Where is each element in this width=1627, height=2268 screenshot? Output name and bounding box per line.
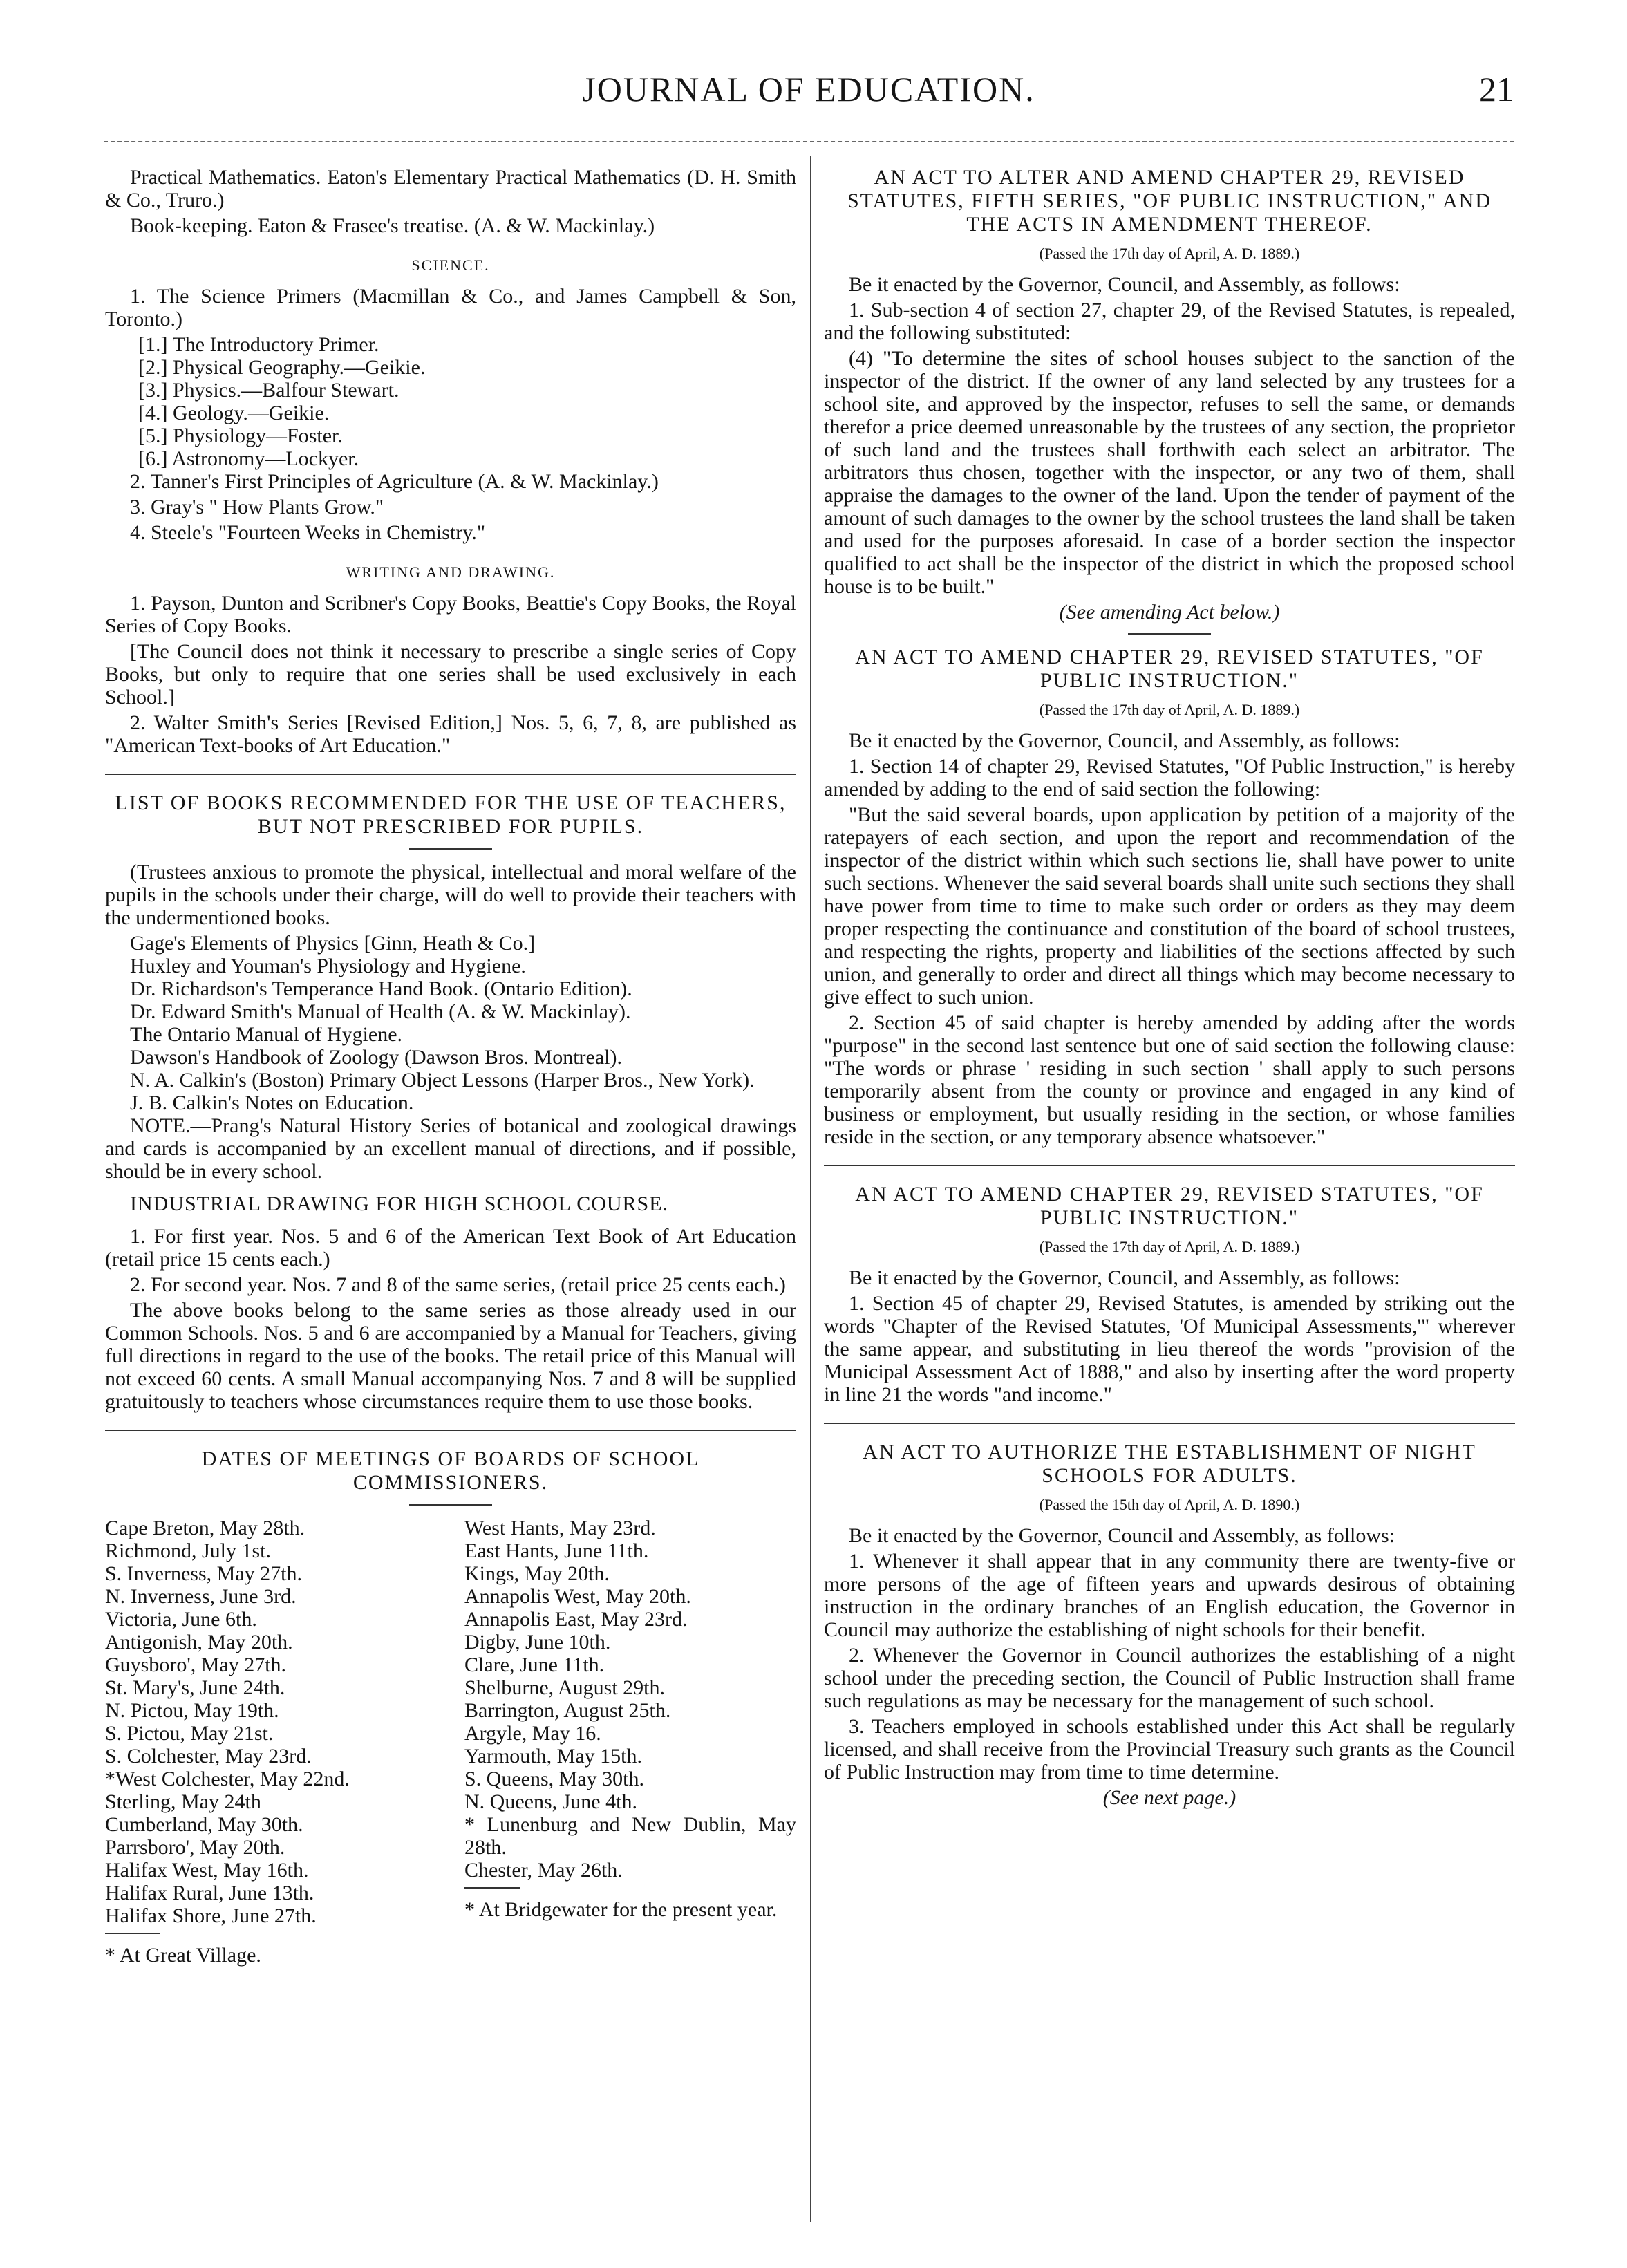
list-item: S. Colchester, May 23rd. [105,1745,312,1768]
list-item: [1.] The Introductory Primer. [138,333,379,356]
writing-note: [The Council does not think it necessary to prescribe a single series of Copy Books, but only to require that one series shall be used exclusively in each School.] [105,640,796,709]
act1-enacting-clause: Be it enacted by the Governor, Council, and Assembly, as follows: [849,273,1400,296]
short-rule [409,848,492,850]
list-item: The Ontario Manual of Hygiene. [130,1023,403,1046]
list-item: [4.] Geology.—Geikie. [138,402,330,424]
list-item: Yarmouth, May 15th. [464,1745,642,1768]
page-header [104,64,1514,119]
list-item: East Hants, June 11th. [464,1539,649,1562]
practical-math-entry: Practical Mathematics. Eaton's Elementary Practical Mathematics (D. H. Smith & Co., Truro.) [105,166,796,212]
column-divider [810,156,811,2222]
footnote-bridgewater: * At Bridgewater for the present year. [464,1898,778,1921]
list-item: Cumberland, May 30th. [105,1813,303,1836]
list-item: S. Queens, May 30th. [464,1768,644,1790]
list-item: Antigonish, May 20th. [105,1631,293,1653]
header-rule-secondary [104,141,1514,142]
list-item: [2.] Physical Geography.—Geikie. [138,356,426,379]
list-item: Barrington, August 25th. [464,1699,671,1722]
list-item: Shelburne, August 29th. [464,1676,665,1699]
right-column [824,166,1515,1812]
act4-heading: AN ACT TO AUTHORIZE THE ESTABLISHMENT OF NIGHT SCHOOLS FOR ADULTS. [863,1441,1476,1487]
science-item-4: 4. Steele's "Fourteen Weeks in Chemistry." [130,521,486,544]
prang-note: NOTE.—Prang's Natural History Series of botanical and zoological drawings and cards is accompanied by an excellent manual of directions, and if possible, should be in every school. [105,1114,796,1183]
list-item: Huxley and Youman's Physiology and Hygiene. [130,955,526,977]
bookkeeping-entry: Book-keeping. Eaton & Frasee's treatise. (A. & W. Mackinlay.) [130,214,655,237]
list-item: [5.] Physiology—Foster. [138,424,343,447]
list-item: S. Pictou, May 21st. [105,1722,274,1745]
list-item: Halifax West, May 16th. [105,1859,309,1882]
writing-item-2: 2. Walter Smith's Series [Revised Edition,] Nos. 5, 6, 7, 8, are published as "American Text-books of Art Education." [105,711,796,757]
footnote-great-village: * At Great Village. [105,1944,261,1967]
list-item: Digby, June 10th. [464,1631,611,1653]
science-primer-list [138,333,796,470]
list-item: [6.] Astronomy—Lockyer. [138,447,359,470]
meetings-column-a [105,1517,437,1967]
teachers-book-list [130,932,796,1114]
act3-passed-date: (Passed the 17th day of April, A. D. 1889.) [1039,1238,1300,1255]
section-rule [824,1423,1515,1424]
act3-heading: AN ACT TO AMEND CHAPTER 29, REVISED STATUTES, "OF PUBLIC INSTRUCTION." [855,1183,1484,1229]
list-item: St. Mary's, June 24th. [105,1676,285,1699]
header-rule [104,133,1514,135]
act2-quoted-clause: "But the said several boards, upon application by petition of a majority of the ratepayers of each section, and upon the report and recommendation of the inspector of the district within which such sections lie, shall have power to unite such sections. Whenever the said several boards shall unite such sections they shall have power from time to time to make such order or orders as they may deem proper respecting the continuance and constitution of the board of school trustees, and respecting the rights, property and liabilities of the sections affected by such union, and generally to order and direct all things which may become necessary to give effect to such union. [824,803,1515,1009]
section-rule [105,1430,796,1431]
science-item-2: 2. Tanner's First Principles of Agriculture (A. & W. Mackinlay.) [130,470,659,493]
short-rule [409,1504,492,1506]
act4-section-2: 2. Whenever the Governor in Council authorizes the establishing of a night school under the preceding section, the Council of Public Instruction shall frame such regulations as may be necessary for the management of such school. [824,1644,1515,1712]
list-item: * Lunenburg and New Dublin, May 28th. [464,1813,796,1859]
see-next-page: (See next page.) [1102,1786,1236,1809]
list-item: J. B. Calkin's Notes on Education. [130,1091,414,1114]
teachers-books-intro: (Trustees anxious to promote the physical, intellectual and moral welfare of the pupils in the schools under their charge, will do well to provide their teachers with the undermentioned books. [105,861,796,929]
act1-passed-date: (Passed the 17th day of April, A. D. 1889.) [1039,245,1300,262]
list-item: Kings, May 20th. [464,1562,610,1585]
left-column [105,166,796,1967]
act2-enacting-clause: Be it enacted by the Governor, Council, and Assembly, as follows: [849,729,1400,752]
list-item: Sterling, May 24th [105,1790,261,1813]
section-rule [824,1165,1515,1166]
meetings-column-b [464,1517,796,1967]
list-item: N. Queens, June 4th. [464,1790,637,1813]
industrial-drawing-heading: INDUSTRIAL DRAWING FOR HIGH SCHOOL COURSE. [130,1192,669,1215]
page-number: 21 [1479,70,1514,109]
act1-heading: AN ACT TO ALTER AND AMEND CHAPTER 29, REVISED STATUTES, FIFTH SERIES, "OF PUBLIC INSTRUCTION," AND THE ACTS IN AMENDMENT THEREOF. [847,166,1492,236]
act4-section-3: 3. Teachers employed in schools established under this Act shall be regularly licensed, and shall receive from the Provincial Treasury such grants as the Council of Public Instruction may from time to time determine. [824,1715,1515,1783]
act2-section-2: 2. Section 45 of said chapter is hereby amended by adding after the words "purpose" in the second last sentence but one of said section the following clause: "The words or phrase ' residing in such section ' shall apply to such persons temporarily absent from the county or province and engaged in any kind of business or employment, but usually residing in the section, or whose families reside in the section, or any temporary absence whatsoever." [824,1011,1515,1148]
list-item: N. Inverness, June 3rd. [105,1585,297,1608]
list-item: Halifax Rural, June 13th. [105,1882,314,1904]
industrial-item-2: 2. For second year. Nos. 7 and 8 of the same series, (retail price 25 cents each.) [130,1273,786,1296]
writing-heading: WRITING AND DRAWING. [346,563,556,581]
journal-title: JOURNAL OF EDUCATION. [582,70,1035,109]
act2-section-1: 1. Section 14 of chapter 29, Revised Statutes, "Of Public Instruction," is hereby amended by adding to the end of said section the following: [824,755,1515,800]
list-item: S. Inverness, May 27th. [105,1562,302,1585]
list-item: Gage's Elements of Physics [Ginn, Heath & Co.] [130,932,536,955]
meetings-heading: DATES OF MEETINGS OF BOARDS OF SCHOOL COMMISSIONERS. [201,1447,700,1494]
list-item: Clare, June 11th. [464,1653,605,1676]
science-item-1: 1. The Science Primers (Macmillan & Co., and James Campbell & Son, Toronto.) [105,285,796,330]
act1-see-below: (See amending Act below.) [1059,601,1280,624]
short-rule [1128,633,1211,635]
act1-section-1: 1. Sub-section 4 of section 27, chapter 29, of the Revised Statutes, is repealed, and the following substituted: [824,299,1515,344]
science-heading: SCIENCE. [411,256,490,274]
list-item: Annapolis East, May 23rd. [464,1608,688,1631]
act4-passed-date: (Passed the 15th day of April, A. D. 1890.) [1039,1496,1300,1513]
list-item: N. A. Calkin's (Boston) Primary Object Lessons (Harper Bros., New York). [130,1069,755,1091]
list-item: N. Pictou, May 19th. [105,1699,279,1722]
act4-enacting-clause: Be it enacted by the Governor, Council and Assembly, as follows: [849,1524,1395,1547]
list-item: Victoria, June 6th. [105,1608,257,1631]
act2-heading: AN ACT TO AMEND CHAPTER 29, REVISED STATUTES, "OF PUBLIC INSTRUCTION." [855,646,1484,692]
list-item: Halifax Shore, June 27th. [105,1904,317,1927]
list-item: Dr. Richardson's Temperance Hand Book. (Ontario Edition). [130,977,632,1000]
list-item: [3.] Physics.—Balfour Stewart. [138,379,399,402]
writing-item-1: 1. Payson, Dunton and Scribner's Copy Books, Beattie's Copy Books, the Royal Series of Copy Books. [105,592,796,637]
list-item: Dawson's Handbook of Zoology (Dawson Bros. Montreal). [130,1046,622,1069]
act4-section-1: 1. Whenever it shall appear that in any community there are twenty-five or more persons of the age of fifteen years and upwards desirous of obtaining instruction in the ordinary branches of an English education, the Governor in Council may authorize the establishing of night schools for their benefit. [824,1550,1515,1641]
industrial-item-1: 1. For first year. Nos. 5 and 6 of the American Text Book of Art Education (retail price 15 cents each.) [105,1225,796,1271]
list-item: Parrsboro', May 20th. [105,1836,285,1859]
list-item: Guysboro', May 27th. [105,1653,287,1676]
list-item: Cape Breton, May 28th. [105,1517,305,1539]
list-item: Argyle, May 16. [464,1722,601,1745]
list-item: *West Colchester, May 22nd. [105,1768,350,1790]
act3-section-1: 1. Section 45 of chapter 29, Revised Statutes, is amended by striking out the words "Chapter of the Revised Statutes, 'Of Municipal Assessments,'" wherever the same appear, and substituting in lieu thereof the words "provision of the Municipal Assessment Act of 1888," and also by inserting after the word property in line 21 the words "and income." [824,1292,1515,1406]
act1-subsection-4: (4) "To determine the sites of school houses subject to the sanction of the inspector of the district. If the owner of any land selected by any trustees for a school site, and approved by the inspector, refuses to sell the same, or demands therefor a price deemed unreasonable by the trustees of any section, the proprietor of such land and the trustees shall forthwith each select an arbitrator. The arbitrators thus chosen, together with the inspector, or any two of them, shall appraise the damages to the owner of the land. Upon the tender of payment of the amount of such damages to the owner by the school trustees the land shall be taken and used for the purposes aforesaid. In case of a border section the inspector qualified to act shall be the inspector of the district in which the proposed school house is to be built." [824,347,1515,598]
science-item-3: 3. Gray's " How Plants Grow." [130,496,384,518]
list-item: Richmond, July 1st. [105,1539,272,1562]
act2-passed-date: (Passed the 17th day of April, A. D. 1889.) [1039,701,1300,718]
list-item: Chester, May 26th. [464,1859,623,1882]
section-rule [105,774,796,775]
act3-enacting-clause: Be it enacted by the Governor, Council, and Assembly, as follows: [849,1266,1400,1289]
list-item: Annapolis West, May 20th. [464,1585,691,1608]
teachers-books-heading: LIST OF BOOKS RECOMMENDED FOR THE USE OF TEACHERS, BUT NOT PRESCRIBED FOR PUPILS. [115,791,787,838]
list-item: Dr. Edward Smith's Manual of Health (A. & W. Mackinlay). [130,1000,631,1023]
meetings-table [105,1517,796,1967]
list-item: West Hants, May 23rd. [464,1517,656,1539]
industrial-paragraph: The above books belong to the same series as those already used in our Common Schools. Nos. 5 and 6 are accompanied by a Manual for Teachers, giving full directions in regard to the use of the books. The retail price of this Manual will not exceed 60 cents. A small Manual accompanying Nos. 7 and 8 will be supplied gratuitously to teachers whose circumstances require them to use those books. [105,1299,796,1413]
